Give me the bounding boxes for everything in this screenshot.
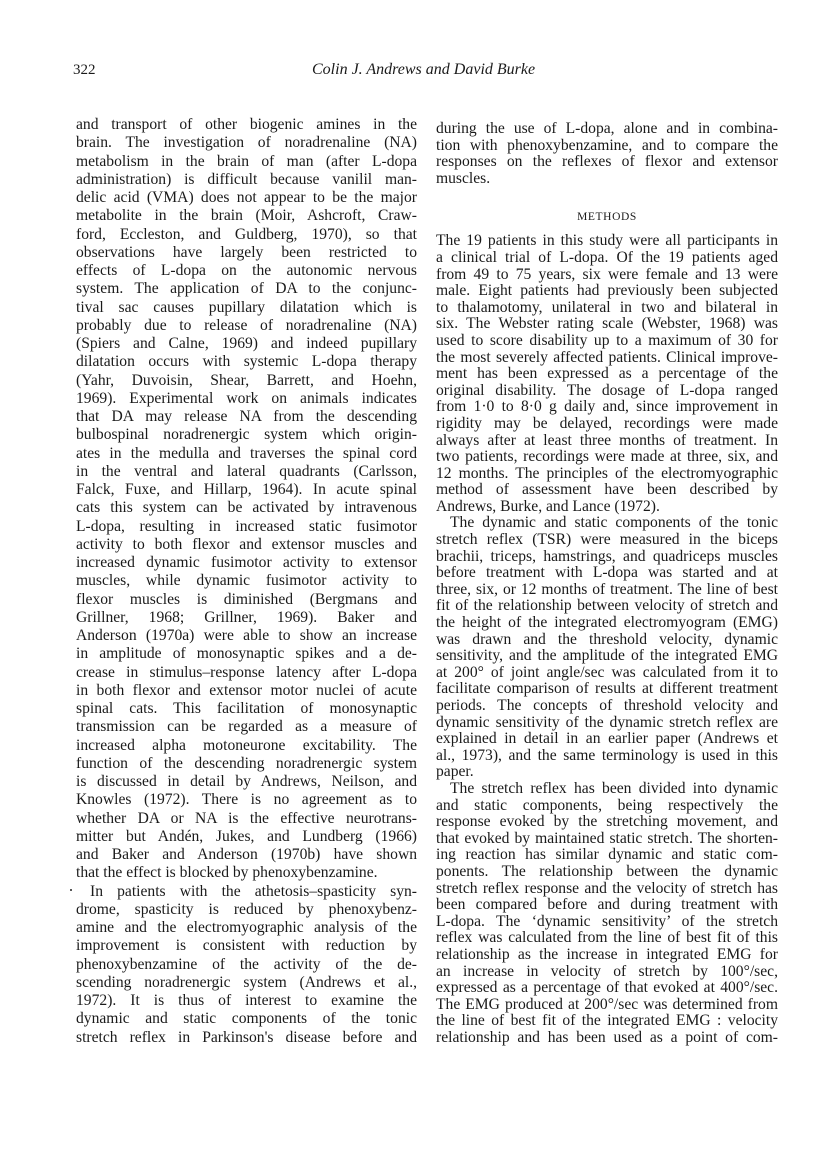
print-speck [70,889,72,891]
text-line: The dynamic and static components of the tonic [450,514,778,532]
text-line: bulbospinal noradrenergic system which origin- [76,426,417,444]
text-line: responses on the reflexes of flexor and extensor [436,153,778,171]
page-number: 322 [73,62,96,78]
text-line: ment has been expressed as a percentage of the [436,365,778,383]
text-line: stretch reflex in Parkinson's disease before and [76,1028,417,1046]
text-line: ing reaction has similar dynamic and static com- [436,846,778,864]
text-line: Anderson (1970a) were able to show an increase [76,627,417,644]
text-line: drome, spasticity is reduced by phenoxybenz- [76,900,417,918]
text-line: an increase in velocity of stretch by 100°/sec, [436,962,778,980]
text-line: amine and the electromyographic analysis of the [76,919,417,936]
text-line: dilatation occurs with systemic L-dopa therapy [76,353,417,371]
text-line: delic acid (VMA) does not appear to be the major [76,189,417,206]
text-line: during the use of L-dopa, alone and in combina- [436,120,778,137]
text-line: In patients with the athetosis–spasticity syn- [90,882,417,900]
text-line: L-dopa. The ‘dynamic sensitivity’ of the stretch [436,912,778,930]
text-line: fit of the relationship between velocity of stretch and [436,597,778,615]
text-line: dynamic sensitivity of the dynamic stretch reflex are [436,713,778,731]
text-line: 1969). Experimental work on animals indicates [76,389,417,407]
text-line: ponents. The relationship between the dynamic [436,862,778,880]
text-line: Falck, Fuxe, and Hillarp, 1964). In acute spinal [76,481,417,498]
text-line: in both flexor and extensor motor nuclei of acute [76,681,417,699]
text-line: system. The application of DA to the conjunc- [76,280,417,298]
text-line: and static components, being respectively the [436,796,778,814]
paragraph [76,116,417,883]
text-line: improvement is consistent with reduction by [76,937,417,955]
text-line: probably due to release of noradrenaline (NA) [76,316,417,334]
text-line: method of assessment have been described by [436,481,778,499]
text-line: phenoxybenzamine of the activity of the de- [76,955,417,973]
text-line: sensitivity, and the amplitude of the integrated EMG [436,647,778,665]
text-line: brachii, triceps, hamstrings, and quadriceps muscles [436,547,778,565]
text-line: two patients, recordings were made at three, six, and [436,448,778,466]
section-heading-methods: METHODS [577,211,637,224]
text-line: in the ventral and lateral quadrants (Carlsson, [76,462,417,480]
text-line: periods. The concepts of threshold velocity and [436,697,778,714]
text-line: rigidity may be delayed, recordings were made [436,414,778,432]
text-line: metabolism in the brain of man (after L-dopa [76,152,417,170]
text-line: increased dynamic fusimotor activity to extensor [76,554,417,571]
text-line: and Baker and Anderson (1970b) have shown [76,846,417,863]
text-line: relationship as the increase in integrated EMG for [436,945,778,963]
text-line: expressed as a percentage of that evoked at 400°/sec. [436,979,778,997]
text-line: facilitate comparison of results at different treatment [436,680,778,698]
text-line: ford, Eccleston, and Guldberg, 1970), so that [76,225,417,243]
text-line: (Spiers and Calne, 1969) and indeed pupillary [76,335,417,352]
text-line: ates in the medulla and traverses the spinal cord [76,444,417,462]
text-line: paper. [436,763,474,781]
paragraph [436,515,778,781]
text-line: tion with phenoxybenzamine, and to compare the [436,136,778,154]
text-line: metabolite in the brain (Moir, Ashcroft, Craw- [76,207,417,225]
text-line: scending noradrenergic system (Andrews et al., [76,973,417,991]
text-line: whether DA or NA is the effective neurotrans- [76,809,417,827]
text-line: The stretch reflex has been divided into dynamic [450,779,778,797]
text-line: the line of best fit of the integrated EMG : velocity [436,1012,778,1030]
text-line: al., 1973), and the same terminology is used in this [436,746,778,764]
text-line: (Yahr, Duvoisin, Shear, Barrett, and Hoehn, [76,371,417,389]
text-line: dynamic and static components of the tonic [76,1010,417,1028]
text-line: 1972). It is thus of interest to examine the [76,992,417,1009]
text-line: muscles. [436,169,491,187]
text-line: used to score disability up to a maximum of 30 for [436,331,778,349]
running-header-authors: Colin J. Andrews and David Burke [312,61,536,78]
text-line: been compared before and during treatment with [436,896,778,914]
text-line: the most severely affected patients. Clinical improve- [436,348,778,366]
text-line: administration) is difficult because vanilil man- [76,170,417,188]
text-line: cats this system can be activated by intravenous [76,499,417,517]
text-line: response evoked by the stretching movement, and [436,813,778,831]
text-line: muscles, while dynamic fusimotor activity to [76,572,417,590]
text-line: function of the descending noradrenergic system [76,754,417,772]
text-line: transmission can be regarded as a measure of [76,718,417,736]
text-line: The 19 patients in this study were all participants in [436,232,778,250]
text-line: effects of L-dopa on the autonomic nervous [76,262,417,279]
text-line: 12 months. The principles of the electromyographic [436,464,778,482]
text-line: that the effect is blocked by phenoxybenzamine. [76,864,378,882]
paragraph [76,883,417,1047]
text-line: that evoked by maintained static stretch. The shorten- [436,829,778,847]
intro-paragraph-continuation [436,121,778,187]
text-line: in amplitude of monosynaptic spikes and a de- [76,645,417,663]
paragraph [436,781,778,1047]
paragraph [436,233,778,515]
text-line: stretch reflex (TSR) were measured in the biceps [436,531,778,549]
text-line: The EMG produced at 200°/sec was determined from [436,995,778,1013]
right-column [436,121,778,1046]
text-line: increased alpha motoneurone excitability. The [76,736,417,754]
text-line: and transport of other biogenic amines in the [76,116,417,133]
text-line: observations have largely been restricted to [76,243,417,261]
left-column [76,116,417,1047]
text-line: L-dopa, resulting in increased static fusimotor [76,517,417,535]
text-line: brain. The investigation of noradrenaline (NA) [76,134,417,152]
text-line: male. Eight patients had previously been subjected [436,282,778,300]
text-line: was drawn and the threshold velocity, dynamic [436,630,778,648]
text-line: crease in stimulus–response latency after L-dopa [76,663,417,681]
text-line: Grillner, 1968; Grillner, 1969). Baker and [76,608,417,626]
text-line: stretch reflex response and the velocity of stretch has [436,879,778,897]
text-line: explained in detail in an earlier paper (Andrews et [436,730,778,748]
text-line: from 49 to 75 years, six were female and 13 were [436,265,778,283]
text-line: Andrews, Burke, and Lance (1972). [436,497,660,515]
text-line: that DA may release NA from the descending [76,408,417,425]
text-line: from 1·0 to 8·0 g daily and, since improvement in [436,398,778,416]
text-line: mitter but Andén, Jukes, and Lundberg (1966) [76,827,417,845]
text-line: before treatment with L-dopa was started and at [436,564,778,582]
text-line: relationship and has been used as a point of com- [436,1028,778,1046]
text-line: is discussed in detail by Andrews, Neilson, and [76,773,417,790]
text-line: three, six, or 12 months of treatment. The line of best [436,580,778,598]
text-line: spinal cats. This facilitation of monosynaptic [76,700,417,717]
text-line: activity to both flexor and extensor muscles and [76,535,417,553]
text-line: original disability. The dosage of L-dopa ranged [436,381,778,399]
text-line: always after at least three months of treatment. In [436,431,778,449]
text-line: a clinical trial of L-dopa. Of the 19 patients aged [436,248,778,266]
text-line: flexor muscles is diminished (Bergmans and [76,590,417,608]
text-line: Knowles (1972). There is no agreement as to [76,791,417,809]
text-line: to thalamotomy, unilateral in two and bilateral in [436,298,778,316]
text-line: six. The Webster rating scale (Webster, 1968) was [436,315,778,333]
text-line: reflex was calculated from the line of best fit of this [436,929,778,947]
text-line: at 200° of joint angle/sec was calculated from it to [436,663,778,681]
text-line: the height of the integrated electromyogram (EMG) [436,614,778,632]
paragraph [436,121,778,187]
text-line: tival sac causes pupillary dilatation which is [76,298,417,316]
